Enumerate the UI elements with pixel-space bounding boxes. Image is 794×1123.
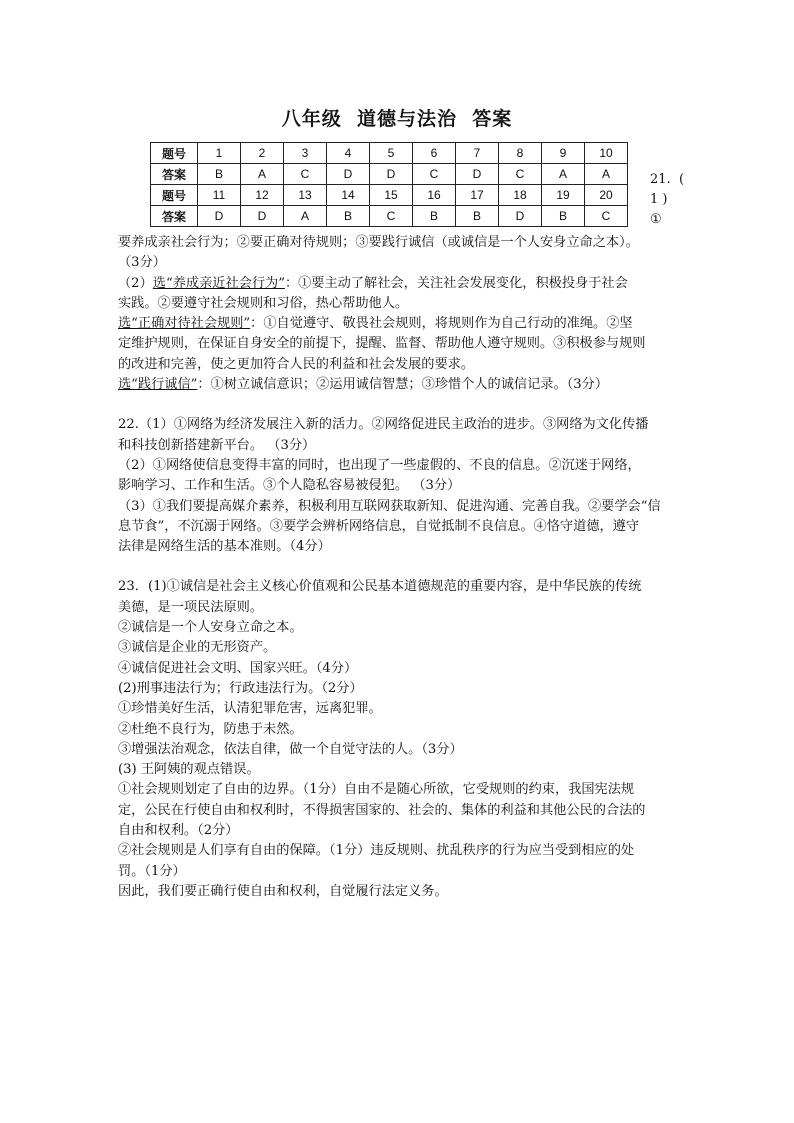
text-line: 定，公民在行使自由和权利时，不得损害国家的、社会的、集体的利益和其他公民的合法的 (118, 802, 646, 818)
table-cell: 8 (499, 143, 542, 164)
spacer (118, 395, 678, 415)
spacer (118, 557, 678, 577)
text-line: ①社会规则划定了自由的边界。（1分）自由不是随心所欲，它受规则的约束，我国宪法规 (118, 782, 635, 798)
q21-circle: ① (650, 212, 662, 227)
text-fragment: ：①要主动了解社会，关注社会发展变化，积极投身于社会 (284, 275, 628, 291)
text-line: （2）①网络使信息变得丰富的同时，也出现了一些虚假的、不良的信息。②沉迷于网络， (118, 457, 641, 473)
text-line: （3分） (118, 255, 166, 271)
text-line: 定维护规则，在保证自身安全的前提下，提醒、监督、帮助他人遵守规则。③积极参与规则 (118, 336, 646, 352)
q21-number: 21. ( (650, 172, 685, 187)
table-row (151, 206, 628, 227)
text-line: 自由和权利。（2分） (118, 823, 239, 839)
table-row (151, 164, 628, 185)
table-cell: D (241, 206, 284, 227)
table-cell: A (585, 164, 628, 185)
table-cell: 14 (327, 185, 370, 206)
text-line: ①珍惜美好生活，认清犯罪危害，远离犯罪。 (118, 701, 382, 717)
table-row (151, 185, 628, 206)
text-line: ③增强法治观念，依法自律，做一个自觉守法的人。（3分） (118, 741, 463, 757)
text-line (118, 314, 678, 334)
table-cell: A (241, 164, 284, 185)
table-cell: 3 (284, 143, 327, 164)
text-line: ②杜绝不良行为，防患于未然。 (118, 721, 303, 737)
table-cell: 10 (585, 143, 628, 164)
text-line: 22.（1）①网络为经济发展注入新的活力。②网络促进民主政治的进步。③网络为文化传播 (118, 417, 649, 433)
table-cell: 20 (585, 185, 628, 206)
row-header-num: 题号 (151, 143, 198, 164)
table-cell: A (284, 206, 327, 227)
row-header-num: 题号 (151, 185, 198, 206)
table-cell: B (327, 206, 370, 227)
option-label: 选“践行诚信” (118, 377, 198, 393)
table-cell: 11 (198, 185, 241, 206)
table-cell: 13 (284, 185, 327, 206)
text-line: ②社会规则是人们享有自由的保障。（1分）违反规则、扰乱秩序的行为应当受到相应的处 (118, 843, 635, 859)
table-cell: D (499, 206, 542, 227)
table-cell: 4 (327, 143, 370, 164)
table-cell: 17 (456, 185, 499, 206)
text-line: (3) 王阿姨的观点错误。 (118, 762, 260, 778)
text-line: 实践。②要遵守社会规则和习俗，热心帮助他人。 (118, 295, 409, 311)
table-cell: D (327, 164, 370, 185)
answer-table (150, 142, 628, 227)
row-header-ans: 答案 (151, 206, 198, 227)
q21-sub: 1 ) (650, 192, 668, 207)
table-cell: B (413, 206, 456, 227)
table-cell: 6 (413, 143, 456, 164)
table-cell: C (585, 206, 628, 227)
table-cell: 5 (370, 143, 413, 164)
table-cell: A (542, 164, 585, 185)
answer-body (118, 233, 678, 902)
table-cell: 1 (198, 143, 241, 164)
table-cell: 18 (499, 185, 542, 206)
table-cell: 15 (370, 185, 413, 206)
option-label: 选“养成亲近社会行为” (152, 275, 285, 291)
table-row (151, 143, 628, 164)
table-cell: B (198, 164, 241, 185)
table-cell: 12 (241, 185, 284, 206)
table-cell: B (542, 206, 585, 227)
text-line: 要养成亲社会行为；②要正确对待规则；③要践行诚信（或诚信是一个人安身立命之本）。 (118, 235, 639, 250)
table-cell: C (284, 164, 327, 185)
text-line: 法律是网络生活的基本准则。（4分） (118, 539, 331, 555)
text-line: 罚。（1分） (118, 863, 186, 879)
text-line: 的改进和完善，使之更加符合人民的利益和社会发展的要求。 (118, 356, 475, 372)
row-header-ans: 答案 (151, 164, 198, 185)
table-cell: C (499, 164, 542, 185)
table-cell: 19 (542, 185, 585, 206)
text-fragment: （2） (118, 275, 153, 291)
text-line: 影响学习、工作和生活。③个人隐私容易被侵犯。 （3分） (118, 478, 461, 494)
text-line (118, 375, 678, 395)
table-cell: 9 (542, 143, 585, 164)
table-cell: B (456, 206, 499, 227)
text-line: 和科技创新搭建新平台。 （3分） (118, 437, 316, 453)
text-line: 因此，我们要正确行使自由和权利，自觉履行法定义务。 (118, 883, 448, 899)
table-cell: D (456, 164, 499, 185)
table-cell: D (370, 164, 413, 185)
page-title: 八年级 道德与法治 答案 (281, 108, 513, 130)
table-cell: 2 (241, 143, 284, 164)
text-line: 息节食”，不沉溺于网络。③要学会辨析网络信息，自觉抵制不良信息。④恪守道德，遵守 (118, 518, 640, 534)
option-label: 选“正确对待社会规则” (118, 316, 251, 332)
text-line: 23．(1)①诚信是社会主义核心价值观和公民基本道德规范的重要内容，是中华民族的传统 (118, 579, 642, 595)
text-line: ④诚信促进社会文明、国家兴旺。（4分） (118, 660, 358, 676)
text-line: （3）①我们要提高媒介素养，积极利用互联网获取新知、促进沟通、完善自我。②要学会“信 (118, 498, 661, 514)
table-cell: 16 (413, 185, 456, 206)
table-cell: D (198, 206, 241, 227)
text-line: ②诚信是一个人安身立命之本。 (118, 620, 303, 636)
text-line: (2)刑事违法行为；行政违法行为。（2分） (118, 680, 363, 696)
table-cell: 7 (456, 143, 499, 164)
text-fragment: ：①树立诚信意识；②运用诚信智慧；③珍惜个人的诚信记录。（3分） (197, 377, 609, 393)
text-line: ③诚信是企业的无形资产。 (118, 640, 277, 656)
text-line (118, 274, 678, 294)
text-fragment: ：①自觉遵守、敬畏社会规则，将规则作为自己行动的准绳。②坚 (250, 316, 633, 332)
table-cell: C (413, 164, 456, 185)
text-line: 美德，是一项民法原则。 (118, 599, 264, 615)
table-cell: C (370, 206, 413, 227)
